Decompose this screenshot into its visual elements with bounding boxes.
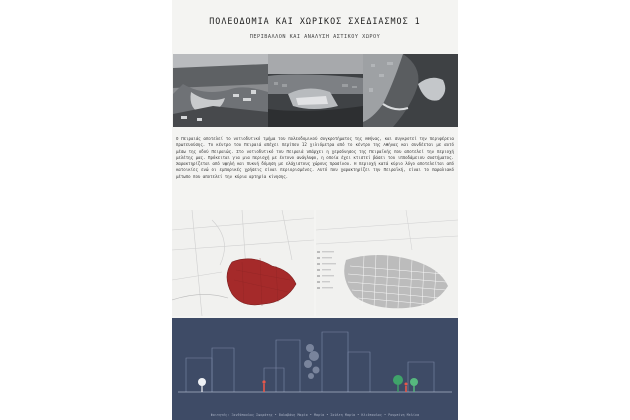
land-use-map bbox=[172, 210, 314, 316]
person-icon bbox=[405, 383, 408, 393]
urban-fabric-map bbox=[316, 210, 458, 316]
description-paragraph: Ο Πειραιάς αποτελεί το νοτιοδυτικό τμήμα του πολεοδομικού συγκροτήματος της Αθήνας, και συγκροτεί την περιφέρεια πρωτευούσης. Το κέντρο του Πειραιά απέχει περίπου 12 χιλιόμετρα από το κέντρο της Αθήνας και συνδέεται με αυτό μέσω της οδού Πειραιώς. Στο νοτιοδυτικό του Πειραιά υπάρχει η χερσόνησος της Πειραϊκής που αποτελεί την περιοχή μελέτης μας. Πρόκειται για μια περιοχή με έντονο ανάγλυφο, η οποία έχει κτιστεί βάσει του ιπποδάμειου συστήματος. Χαρακτηρίζεται από υψηλή και πυκνή δόμηση με ελάχιστους χώρους πρασίνου. Η περιοχή κατά κύριο λόγο αποτελείται από κατοικίες ενώ οι εμπορικές χρήσεις είναι περιορισμένες. Αυτό που χαρακτηρίζει την Πειραϊκή, είναι το παραλιακό μέτωπο που αποτελεί την κύρια αρτηρία κίνησης. bbox=[176, 136, 454, 179]
poster-sheet bbox=[172, 0, 458, 420]
poster-title: ΠΟΛΕΟΔΟΜΙΑ ΚΑΙ ΧΩΡΙΚΟΣ ΣΧΕΔΙΑΣΜΟΣ 1 bbox=[209, 16, 421, 26]
section-drawing-panel bbox=[172, 318, 458, 420]
person-icon bbox=[262, 380, 265, 392]
credits-line: Φοιτητές: Ξανθόπουλος Σωκράτης • Βαλαβάνη Μαρία • Μαρία • Σούλτη Μαρία • Ηλιόπουλος • Ρουμπίνη Μελίνα bbox=[210, 413, 420, 417]
map-legend bbox=[316, 250, 338, 296]
aerial-photo-peninsula bbox=[268, 54, 363, 127]
aerial-photo-harbour bbox=[173, 54, 268, 127]
aerial-photo-coastline bbox=[363, 54, 458, 127]
tree-icon bbox=[198, 378, 206, 392]
poster-subtitle: ΠΕΡΙΒΑΛΛΟΝ ΚΑΙ ΑΝΑΛΥΣΗ ΑΣΤΙΚΟΥ ΧΩΡΟΥ bbox=[249, 34, 381, 40]
